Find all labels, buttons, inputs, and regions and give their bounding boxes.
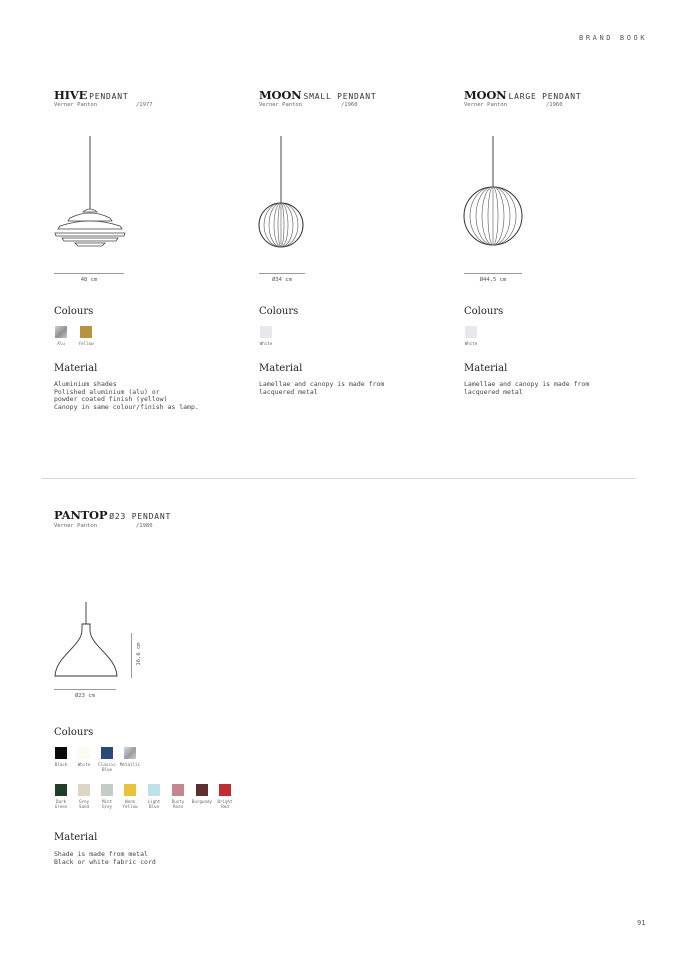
swatch-metallic bbox=[124, 747, 136, 759]
swatch-label: Dark Green bbox=[54, 799, 68, 809]
moon-large-material-text bbox=[464, 381, 589, 396]
swatch-label: Bright Red bbox=[217, 799, 233, 809]
brand-book-label: BRAND BOOK bbox=[579, 34, 648, 42]
moon-small-pendant-illustration bbox=[257, 132, 307, 252]
product-name: MOON bbox=[259, 88, 302, 102]
hive-colours-heading: Colours bbox=[54, 306, 94, 317]
design-year: /1980 bbox=[136, 523, 153, 529]
swatch-light-blue bbox=[148, 784, 160, 796]
hive-pendant-illustration bbox=[50, 132, 130, 252]
swatch-label: Warm Yellow bbox=[122, 799, 138, 809]
hive-material-text bbox=[54, 381, 199, 411]
pantop-material-heading: Material bbox=[54, 832, 98, 843]
swatch-label: Classic Blue bbox=[98, 762, 116, 772]
swatch-white bbox=[260, 326, 272, 338]
moon-small-dimension-line bbox=[259, 273, 305, 274]
product-name: HIVE bbox=[54, 88, 88, 102]
pantop-height-line bbox=[131, 633, 132, 678]
moon-large-dimension-line bbox=[464, 273, 522, 274]
pantop-height-dimension: 16,6 cm bbox=[136, 642, 142, 666]
material-line: Shade is made from metal bbox=[54, 850, 148, 858]
swatch-black bbox=[55, 747, 67, 759]
design-year: /1977 bbox=[136, 102, 153, 108]
pantop-material-text bbox=[54, 851, 156, 866]
swatch-label: Dusty Rose bbox=[171, 799, 185, 809]
swatch-bright-red bbox=[219, 784, 231, 796]
swatch-dark-green bbox=[55, 784, 67, 796]
swatch-label: Grey Sand bbox=[78, 799, 90, 809]
material-line: Black or white fabric cord bbox=[54, 857, 156, 866]
moon-large-pendant-illustration bbox=[462, 132, 524, 252]
product-type: PENDANT bbox=[89, 92, 129, 101]
swatch-classic-blue bbox=[101, 747, 113, 759]
product-name: PANTOP bbox=[54, 508, 108, 522]
hive-title bbox=[54, 88, 128, 102]
material-line: lacquered metal bbox=[259, 387, 318, 396]
material-line: Polished aluminium (alu) or bbox=[54, 387, 160, 396]
swatch-label: Light Blue bbox=[147, 799, 161, 809]
material-line: Canopy in same colour/finish as lamp. bbox=[54, 402, 199, 411]
hive-material-heading: Material bbox=[54, 363, 98, 374]
swatch-label: White bbox=[259, 341, 273, 346]
material-line: lacquered metal bbox=[464, 387, 523, 396]
designer-name: Verner Panton bbox=[464, 102, 508, 108]
pantop-width-line bbox=[54, 689, 116, 690]
designer-name: Verner Panton bbox=[259, 102, 303, 108]
hive-dimension: 48 cm bbox=[80, 277, 98, 283]
swatch-yellow bbox=[80, 326, 92, 338]
design-year: /1960 bbox=[546, 102, 563, 108]
swatch-label: White bbox=[464, 341, 478, 346]
material-line: Lamellae and canopy is made from bbox=[464, 380, 590, 388]
moon-large-title bbox=[464, 88, 582, 102]
hive-designer bbox=[54, 102, 174, 108]
moon-small-designer bbox=[259, 102, 379, 108]
moon-large-designer bbox=[464, 102, 584, 108]
pantop-title bbox=[54, 508, 171, 522]
swatch-grey-sand bbox=[78, 784, 90, 796]
moon-small-material-text bbox=[259, 381, 384, 396]
swatch-label: Yellow bbox=[78, 341, 94, 346]
page-number: 91 bbox=[637, 919, 646, 927]
product-type: LARGE PENDANT bbox=[508, 92, 582, 101]
swatch-burgundy bbox=[196, 784, 208, 796]
product-name: MOON bbox=[464, 88, 507, 102]
swatch-label: Burgundy bbox=[191, 799, 213, 804]
swatch-mint-grey bbox=[101, 784, 113, 796]
moon-large-colours-heading: Colours bbox=[464, 306, 504, 317]
swatch-dusty-rose bbox=[172, 784, 184, 796]
moon-large-material-heading: Material bbox=[464, 363, 508, 374]
swatch-label: White bbox=[77, 762, 91, 767]
material-line: Aluminium shades bbox=[54, 380, 117, 388]
moon-small-material-heading: Material bbox=[259, 363, 303, 374]
moon-small-colours-heading: Colours bbox=[259, 306, 299, 317]
material-line: Lamellae and canopy is made from bbox=[259, 380, 385, 388]
swatch-warm-yellow bbox=[124, 784, 136, 796]
product-type: SMALL PENDANT bbox=[303, 92, 377, 101]
pantop-width-dimension: Ø23 cm bbox=[75, 693, 95, 699]
pantop-designer bbox=[54, 523, 174, 529]
moon-small-dimension: Ø34 cm bbox=[272, 277, 292, 283]
design-year: /1960 bbox=[341, 102, 358, 108]
swatch-label: Black bbox=[54, 762, 68, 767]
swatch-alu bbox=[55, 326, 67, 338]
material-line: powder coated finish (yellow) bbox=[54, 395, 168, 404]
designer-name: Verner Panton bbox=[54, 102, 98, 108]
hive-dimension-line bbox=[54, 273, 124, 274]
section-divider bbox=[41, 478, 636, 479]
swatch-white bbox=[78, 747, 90, 759]
pantop-pendant-illustration bbox=[52, 598, 122, 680]
pantop-colours-heading: Colours bbox=[54, 727, 94, 738]
moon-small-title bbox=[259, 88, 377, 102]
moon-large-dimension: Ø44,5 cm bbox=[479, 277, 507, 283]
product-type: Ø23 PENDANT bbox=[109, 512, 172, 521]
swatch-label: Mint Grey bbox=[101, 799, 113, 809]
swatch-label: Alu bbox=[57, 341, 65, 346]
designer-name: Verner Panton bbox=[54, 523, 98, 529]
swatch-white bbox=[465, 326, 477, 338]
swatch-label: Metallic bbox=[119, 762, 141, 767]
